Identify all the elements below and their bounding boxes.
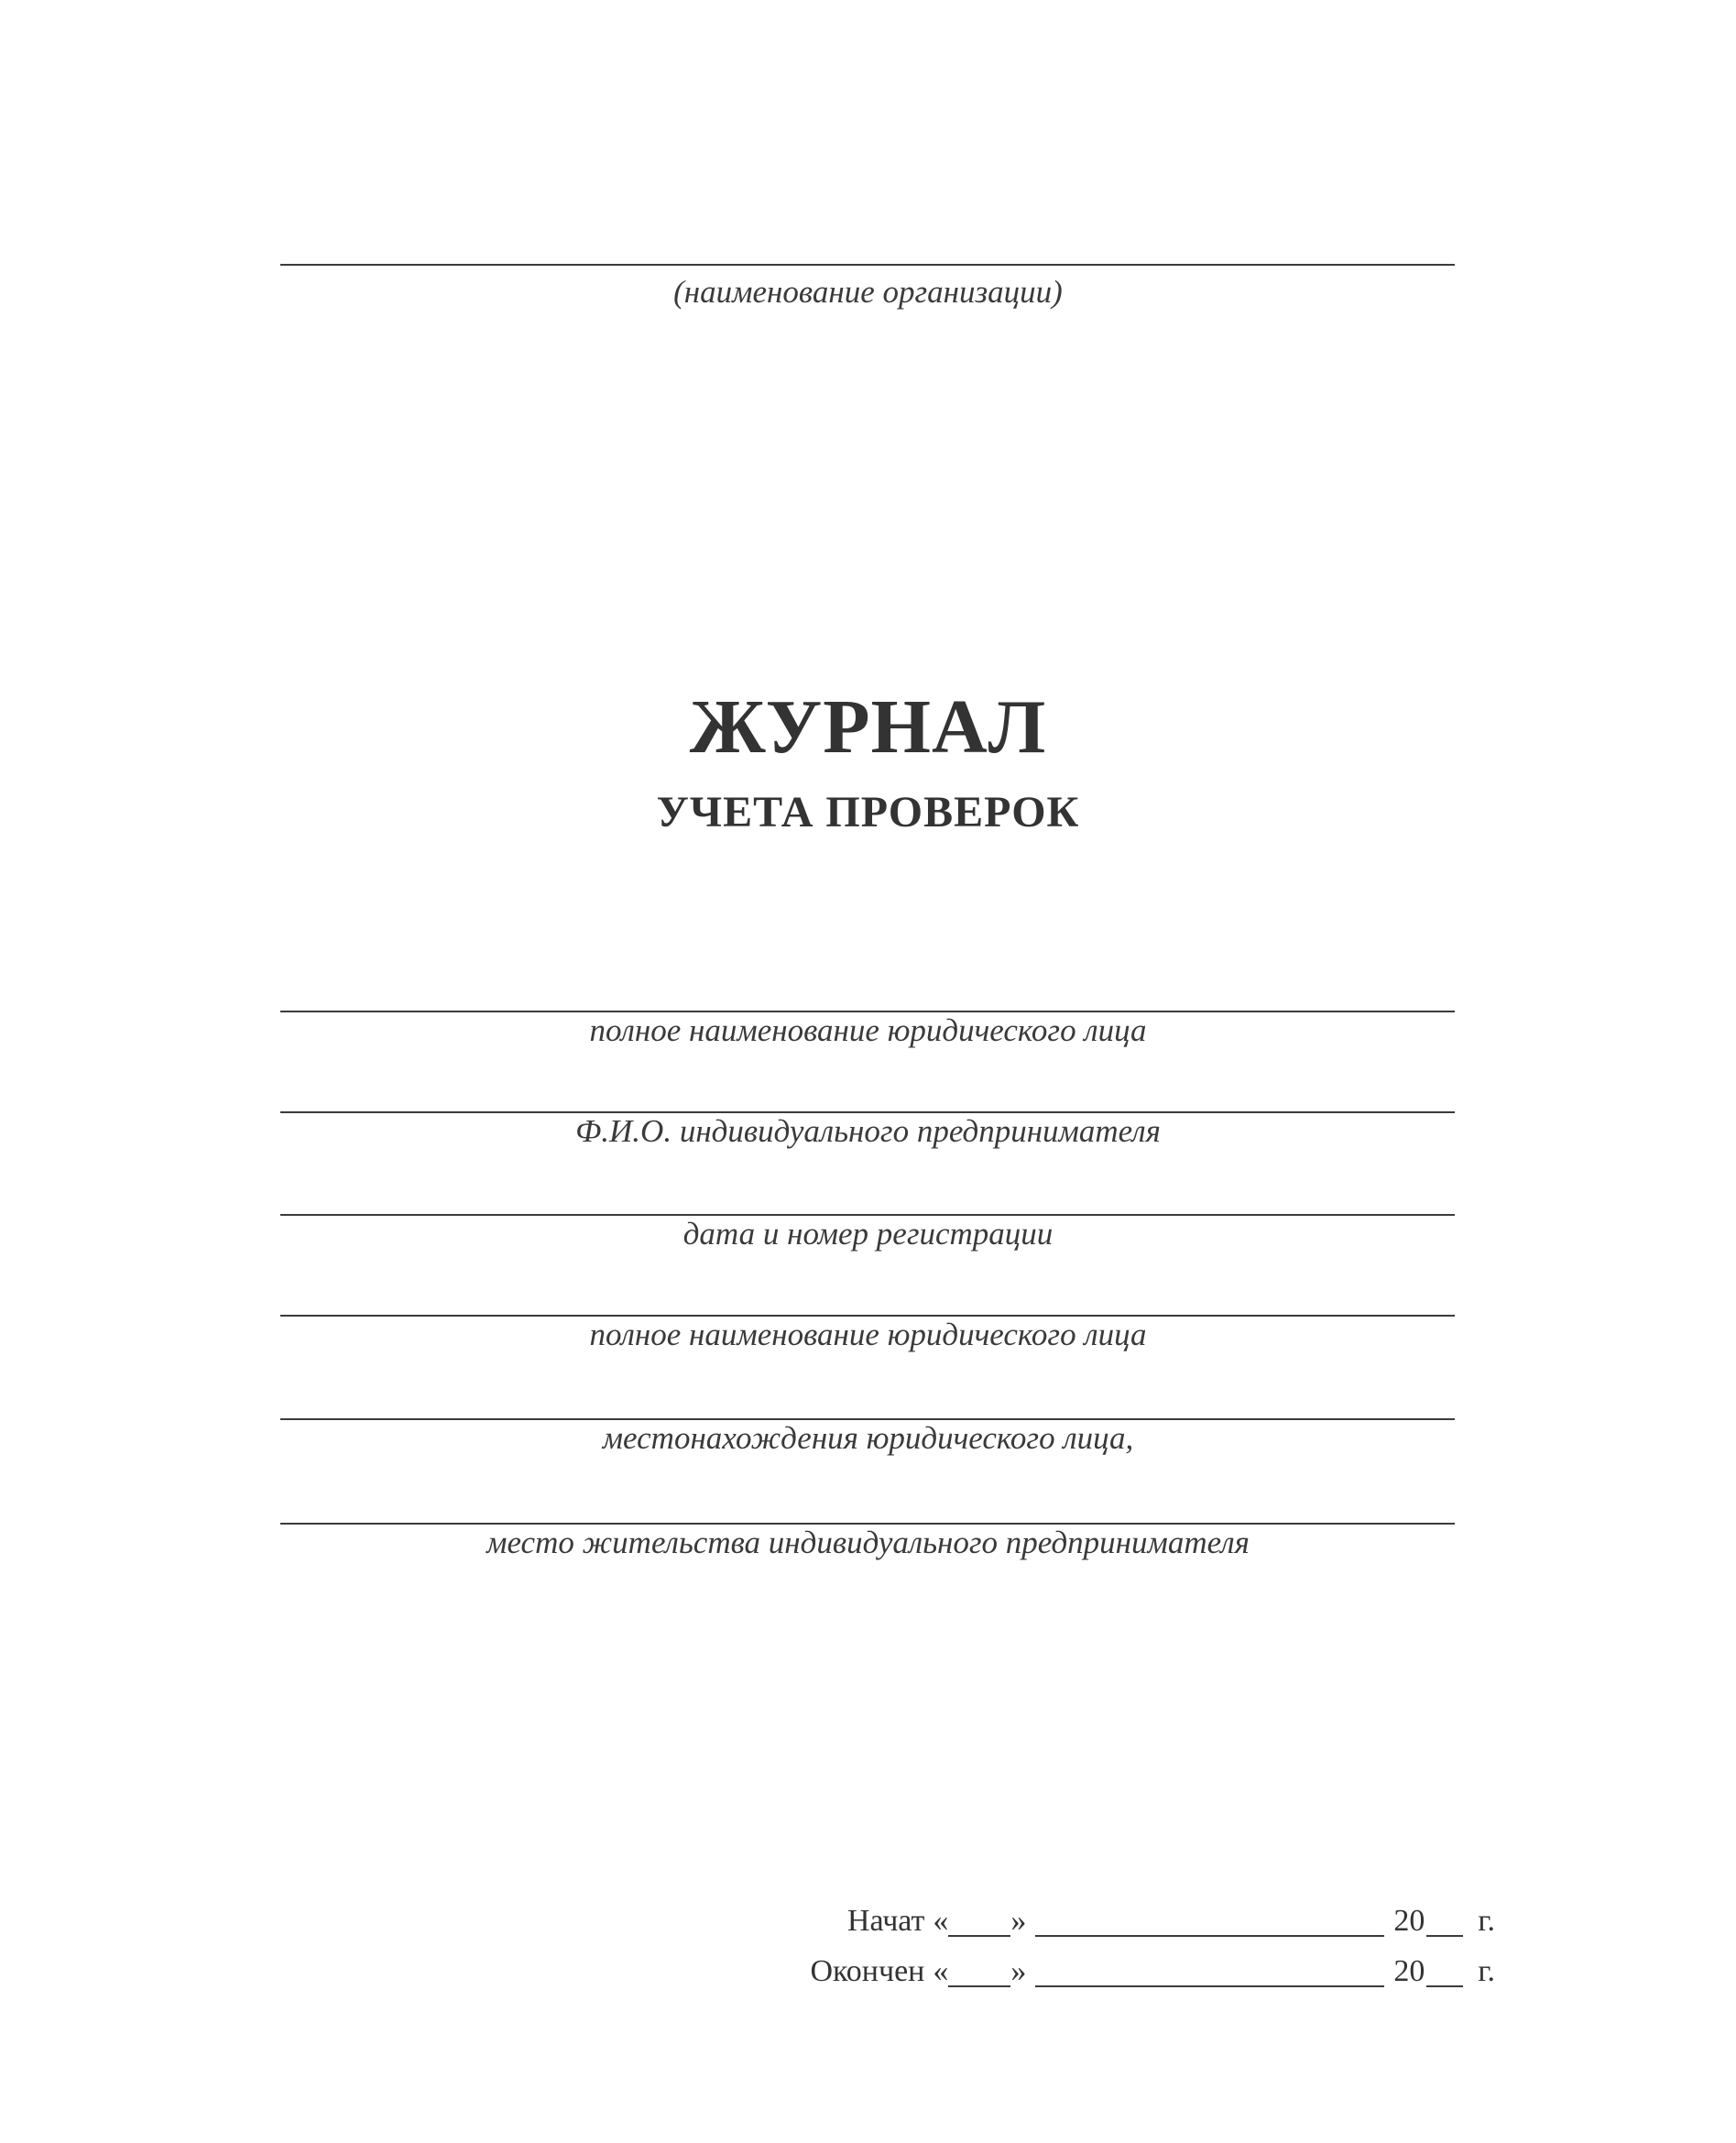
field-caption-legal-entity-name-2: полное наименование юридического лица — [589, 1317, 1147, 1352]
field-caption-legal-entity-name-1: полное наименование юридического лица — [589, 1012, 1147, 1048]
year-suffix: г. — [1478, 1954, 1495, 1988]
year-suffix: г. — [1478, 1904, 1495, 1938]
field-caption-entrepreneur-name: Ф.И.О. индивидуального предпринимателя — [575, 1113, 1161, 1149]
open-quote-icon: « — [933, 1904, 949, 1938]
field-caption-entrepreneur-residence: место жительства индивидуального предпринимателя — [486, 1525, 1250, 1560]
journal-title: ЖУРНАЛ — [689, 684, 1047, 770]
field-caption-registration-date-number: дата и номер регистрации — [682, 1216, 1054, 1252]
started-row — [847, 1906, 1495, 1937]
close-quote-icon: » — [1010, 1904, 1027, 1938]
open-quote-icon: « — [933, 1954, 949, 1988]
year-blank-line — [1426, 1926, 1463, 1937]
year-blank-line — [1426, 1976, 1463, 1987]
month-blank-line — [1035, 1976, 1384, 1987]
month-blank-line — [1035, 1926, 1384, 1937]
organization-name-caption: (наименование организации) — [673, 274, 1063, 310]
finished-label: Окончен — [810, 1954, 925, 1988]
day-blank-line — [948, 1976, 1010, 1987]
started-label: Начат — [846, 1904, 925, 1938]
field-caption-legal-entity-location: местонахождения юридического лица, — [602, 1420, 1134, 1456]
day-blank-line — [948, 1926, 1010, 1937]
year-century: 20 — [1393, 1954, 1425, 1988]
close-quote-icon: » — [1010, 1954, 1027, 1988]
journal-subtitle: УЧЕТА ПРОВЕРОК — [656, 788, 1080, 836]
organization-name-line — [280, 264, 1455, 266]
finished-row — [810, 1956, 1495, 1987]
year-century: 20 — [1393, 1904, 1425, 1938]
